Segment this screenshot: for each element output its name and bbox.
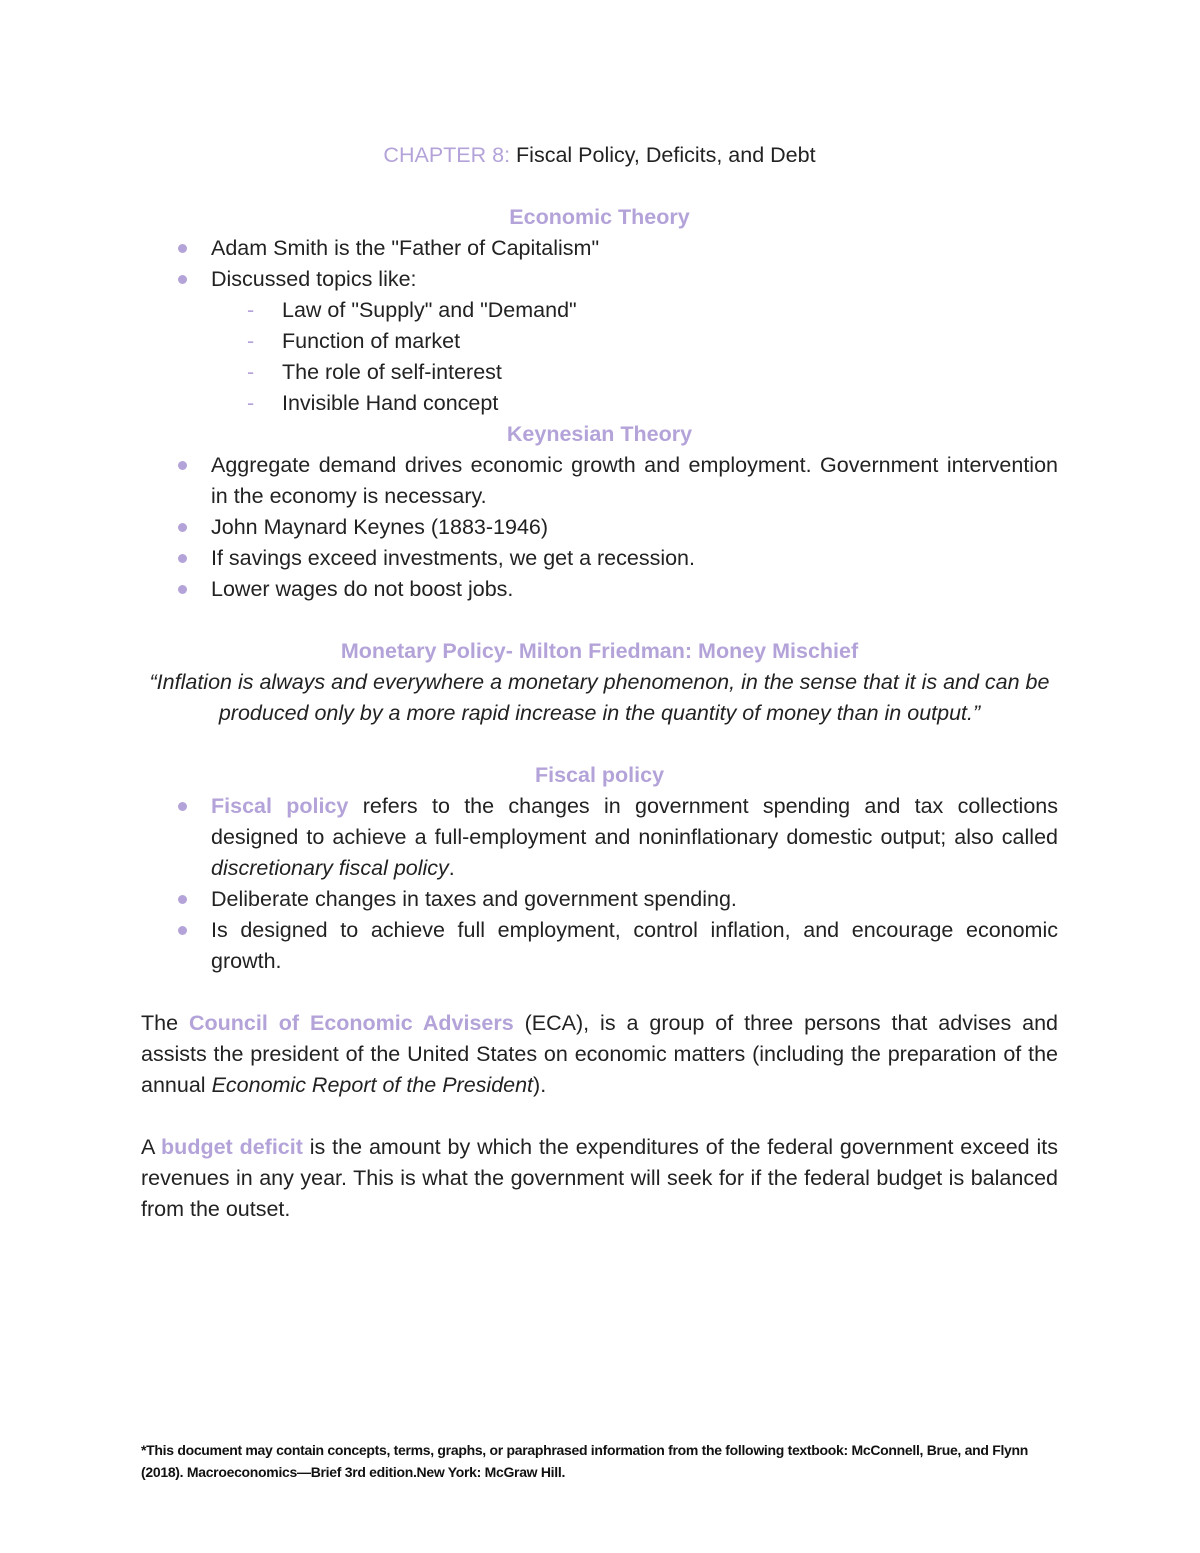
chapter-title-text: Fiscal Policy, Deficits, and Debt (516, 143, 816, 167)
bullet-icon (178, 585, 187, 594)
cea-paragraph: The Council of Economic Advisers (ECA), is a group of three persons that advises and assists the president of the United States on economic matters (including the preparation of the annual Economic Report of the President). (141, 1011, 1058, 1097)
dash-icon: - (247, 329, 255, 353)
bullet-icon (178, 802, 187, 811)
bullet-icon (178, 523, 187, 532)
chapter-label: CHAPTER 8: (383, 143, 511, 167)
list-item: If savings exceed investments, we get a recession. (141, 543, 1058, 574)
budget-deficit-paragraph: A budget deficit is the amount by which the expenditures of the federal government exceed its revenues in any year. This is what the government will seek for if the federal budget is balanced from the outset. (141, 1135, 1059, 1221)
keynesian-list (141, 450, 1058, 605)
bullet-icon (178, 554, 187, 563)
monetary-policy-heading: Monetary Policy- Milton Friedman: Money Mischief (340, 639, 859, 663)
dash-icon: - (247, 298, 255, 322)
list-item: John Maynard Keynes (1883-1946) (141, 512, 1058, 543)
bullet-icon (178, 461, 187, 470)
sub-list-item: - Invisible Hand concept (141, 388, 1058, 419)
dash-icon: - (247, 391, 255, 415)
list-item: Deliberate changes in taxes and government spending. (141, 884, 1058, 915)
list-item: Aggregate demand drives economic growth and employment. Government intervention in the economy is necessary. (141, 450, 1058, 512)
document-page (141, 140, 1058, 1225)
bullet-icon (178, 275, 187, 284)
footnote: *This document may contain concepts, terms, graphs, or paraphrased information from the following textbook: McConnell, Brue, and Flynn (2018). Macroeconomics—Brief 3rd edition.New York: McGraw Hill. (141, 1442, 1029, 1480)
bullet-icon (178, 895, 187, 904)
keynesian-theory-heading: Keynesian Theory (506, 422, 693, 446)
list-item: Is designed to achieve full employment, control inflation, and encourage economic growth. (141, 915, 1058, 977)
chapter-title (141, 140, 1058, 171)
economic-theory-list (141, 233, 1058, 419)
bullet-icon (178, 244, 187, 253)
fiscal-policy-term: Fiscal policy (211, 794, 349, 818)
dash-icon: - (247, 360, 255, 384)
list-item: Fiscal policy refers to the changes in government spending and tax collections designed to achieve a full-employment and noninflationary domestic output; also called discretionary fiscal policy. (141, 791, 1058, 884)
sub-list-item: - Function of market (141, 326, 1058, 357)
list-item: Lower wages do not boost jobs. (141, 574, 1058, 605)
economic-theory-heading: Economic Theory (509, 205, 690, 229)
sub-list-item: - Law of "Supply" and "Demand" (141, 295, 1058, 326)
list-item: Discussed topics like: (141, 264, 1058, 295)
list-item: Adam Smith is the "Father of Capitalism" (141, 233, 1058, 264)
budget-deficit-term: budget deficit (161, 1135, 303, 1159)
sub-list-item: - The role of self-interest (141, 357, 1058, 388)
cea-term: Council of Economic Advisers (189, 1011, 514, 1035)
fiscal-policy-heading: Fiscal policy (534, 763, 665, 787)
bullet-icon (178, 926, 187, 935)
fiscal-policy-list (141, 791, 1058, 977)
friedman-quote: “Inflation is always and everywhere a monetary phenomenon, in the sense that it is and can be produced only by a more rapid increase in the quantity of money than in output.” (149, 670, 1050, 725)
